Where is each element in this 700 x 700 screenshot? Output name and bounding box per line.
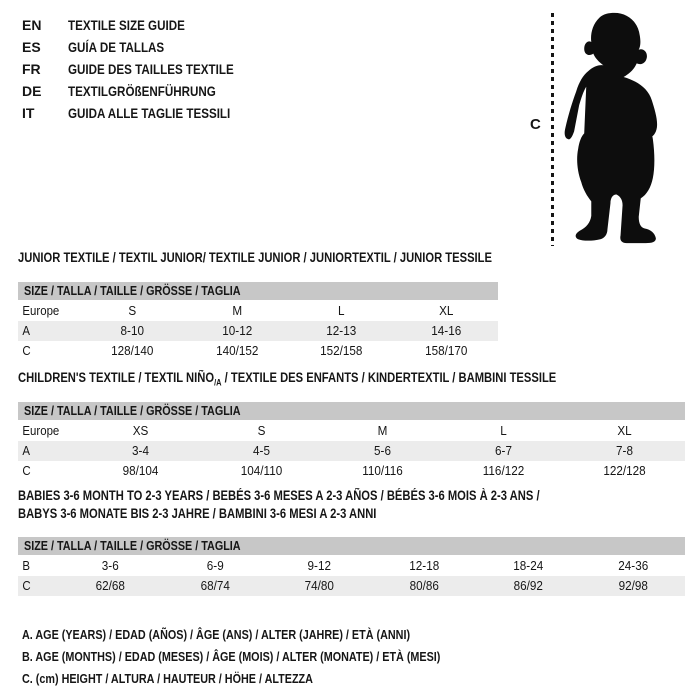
language-title: GUIDE DES TAILLES TEXTILE — [68, 61, 234, 77]
babies-section-title — [18, 487, 646, 523]
table-row — [18, 441, 685, 461]
row-label: A — [22, 443, 31, 458]
legend-line-a: A. AGE (YEARS) / EDAD (AÑOS) / ÂGE (ANS) / ALTER (JAHRE) / ETÀ (ANNI) — [22, 627, 411, 642]
nino-a-subscript: /A — [214, 377, 222, 388]
language-row-es — [22, 36, 268, 58]
row-label: B — [22, 558, 31, 573]
size-cell: 80/86 — [409, 578, 439, 593]
size-cell: L — [500, 423, 507, 438]
size-cell: 18-24 — [513, 558, 544, 573]
size-cell: 10-12 — [221, 323, 252, 338]
size-cell: L — [337, 303, 345, 318]
size-cell: 12-13 — [326, 323, 357, 338]
table-row — [18, 301, 498, 321]
row-label: C — [22, 463, 31, 478]
size-cell: 3-4 — [132, 443, 149, 458]
size-cell: 128/140 — [111, 343, 154, 358]
legend-line-b: B. AGE (MONTHS) / EDAD (MESES) / ÂGE (MOIS) / ALTER (MONATE) / ETÀ (MESI) — [22, 649, 441, 664]
size-cell: XL — [617, 423, 632, 438]
size-cell: 7-8 — [616, 443, 633, 458]
table-row — [18, 576, 685, 596]
table-row — [18, 556, 685, 576]
size-cell: XS — [132, 423, 149, 438]
language-row-en — [22, 14, 268, 36]
row-label: C — [22, 578, 31, 593]
size-cell: 62/68 — [95, 578, 125, 593]
junior-size-table — [18, 282, 498, 361]
size-cell: 9-12 — [307, 558, 331, 573]
language-code: FR — [22, 61, 41, 77]
language-row-fr — [22, 58, 268, 80]
size-cell: 104/110 — [240, 463, 283, 478]
measure-legend — [22, 624, 526, 690]
language-code: ES — [22, 39, 41, 55]
size-cell: 14-16 — [430, 323, 461, 338]
size-cell: 3-6 — [101, 558, 119, 573]
size-cell: M — [231, 303, 242, 318]
size-cell: 12-18 — [408, 558, 439, 573]
row-label: C — [22, 343, 31, 358]
babies-title-line2: BABYS 3-6 MONATE BIS 2-3 JAHRE / BAMBINI 3-6 MESI A 2-3 ANNI — [18, 506, 377, 521]
toddler-silhouette-icon — [562, 9, 668, 247]
language-code: EN — [22, 17, 42, 33]
size-cell: 92/98 — [618, 578, 648, 593]
size-cell: 24-36 — [617, 558, 648, 573]
language-title: GUIDA ALLE TAGLIE TESSILI — [68, 105, 231, 121]
height-measure-dotted-line — [551, 13, 554, 246]
size-cell: M — [377, 423, 388, 438]
babies-title-line1: BABIES 3-6 MONTH TO 2-3 YEARS / BEBÉS 3-6 MESES A 2-3 AÑOS / BÉBÉS 3-6 MOIS À 2-3 ANS / — [18, 488, 540, 503]
size-cell: 74/80 — [304, 578, 334, 593]
size-header-bar: SIZE / TALLA / TAILLE / GRÖSSE / TAGLIA — [18, 282, 498, 300]
height-measure-label: C — [530, 116, 541, 133]
language-title-block — [22, 14, 268, 124]
children-section-title: CHILDREN'S TEXTILE / TEXTIL $NIÑO_{/A}$ / TEXTILE DES ENFANTS / KINDERTEXTIL / BAMBINI TESSILE — [18, 370, 557, 388]
junior-section-title: JUNIOR TEXTILE / TEXTIL JUNIOR/ TEXTILE JUNIOR / JUNIORTEXTIL / JUNIOR TESSILE — [18, 250, 492, 265]
size-cell: 110/116 — [362, 463, 403, 478]
language-title: TEXTILE SIZE GUIDE — [68, 17, 185, 33]
size-cell: S — [257, 423, 266, 438]
row-label: Europe — [22, 303, 60, 318]
table-row — [18, 461, 685, 481]
language-row-it — [22, 102, 268, 124]
size-cell: 152/158 — [320, 343, 363, 358]
language-title: GUÍA DE TALLAS — [68, 39, 165, 55]
size-cell: 68/74 — [200, 578, 230, 593]
size-cell: 6-7 — [495, 443, 512, 458]
language-title: TEXTILGRÖßENFÜHRUNG — [68, 83, 216, 99]
size-header-bar: SIZE / TALLA / TAILLE / GRÖSSE / TAGLIA — [18, 537, 685, 555]
size-cell: 98/104 — [122, 463, 159, 478]
size-cell: 122/128 — [603, 463, 646, 478]
size-cell: 140/152 — [215, 343, 258, 358]
row-label: A — [22, 323, 31, 338]
table-row — [18, 321, 498, 341]
language-code: IT — [22, 105, 35, 121]
size-cell: 158/170 — [424, 343, 467, 358]
children-size-table — [18, 402, 685, 481]
table-row — [18, 341, 498, 361]
size-header-bar: SIZE / TALLA / TAILLE / GRÖSSE / TAGLIA — [18, 402, 685, 420]
size-cell: 4-5 — [253, 443, 270, 458]
size-cell: XL — [438, 303, 453, 318]
table-row — [18, 421, 685, 441]
size-cell: 116/122 — [482, 463, 525, 478]
legend-line-c: C. (cm) HEIGHT / ALTURA / HAUTEUR / HÖHE / ALTEZZA — [22, 671, 313, 686]
size-cell: 5-6 — [374, 443, 391, 458]
size-cell: 86/92 — [513, 578, 543, 593]
babies-size-table — [18, 537, 685, 596]
size-cell: 8-10 — [120, 323, 144, 338]
size-cell: 6-9 — [206, 558, 224, 573]
size-cell: S — [128, 303, 137, 318]
language-code: DE — [22, 83, 42, 99]
language-row-de — [22, 80, 268, 102]
row-label: Europe — [22, 423, 60, 438]
